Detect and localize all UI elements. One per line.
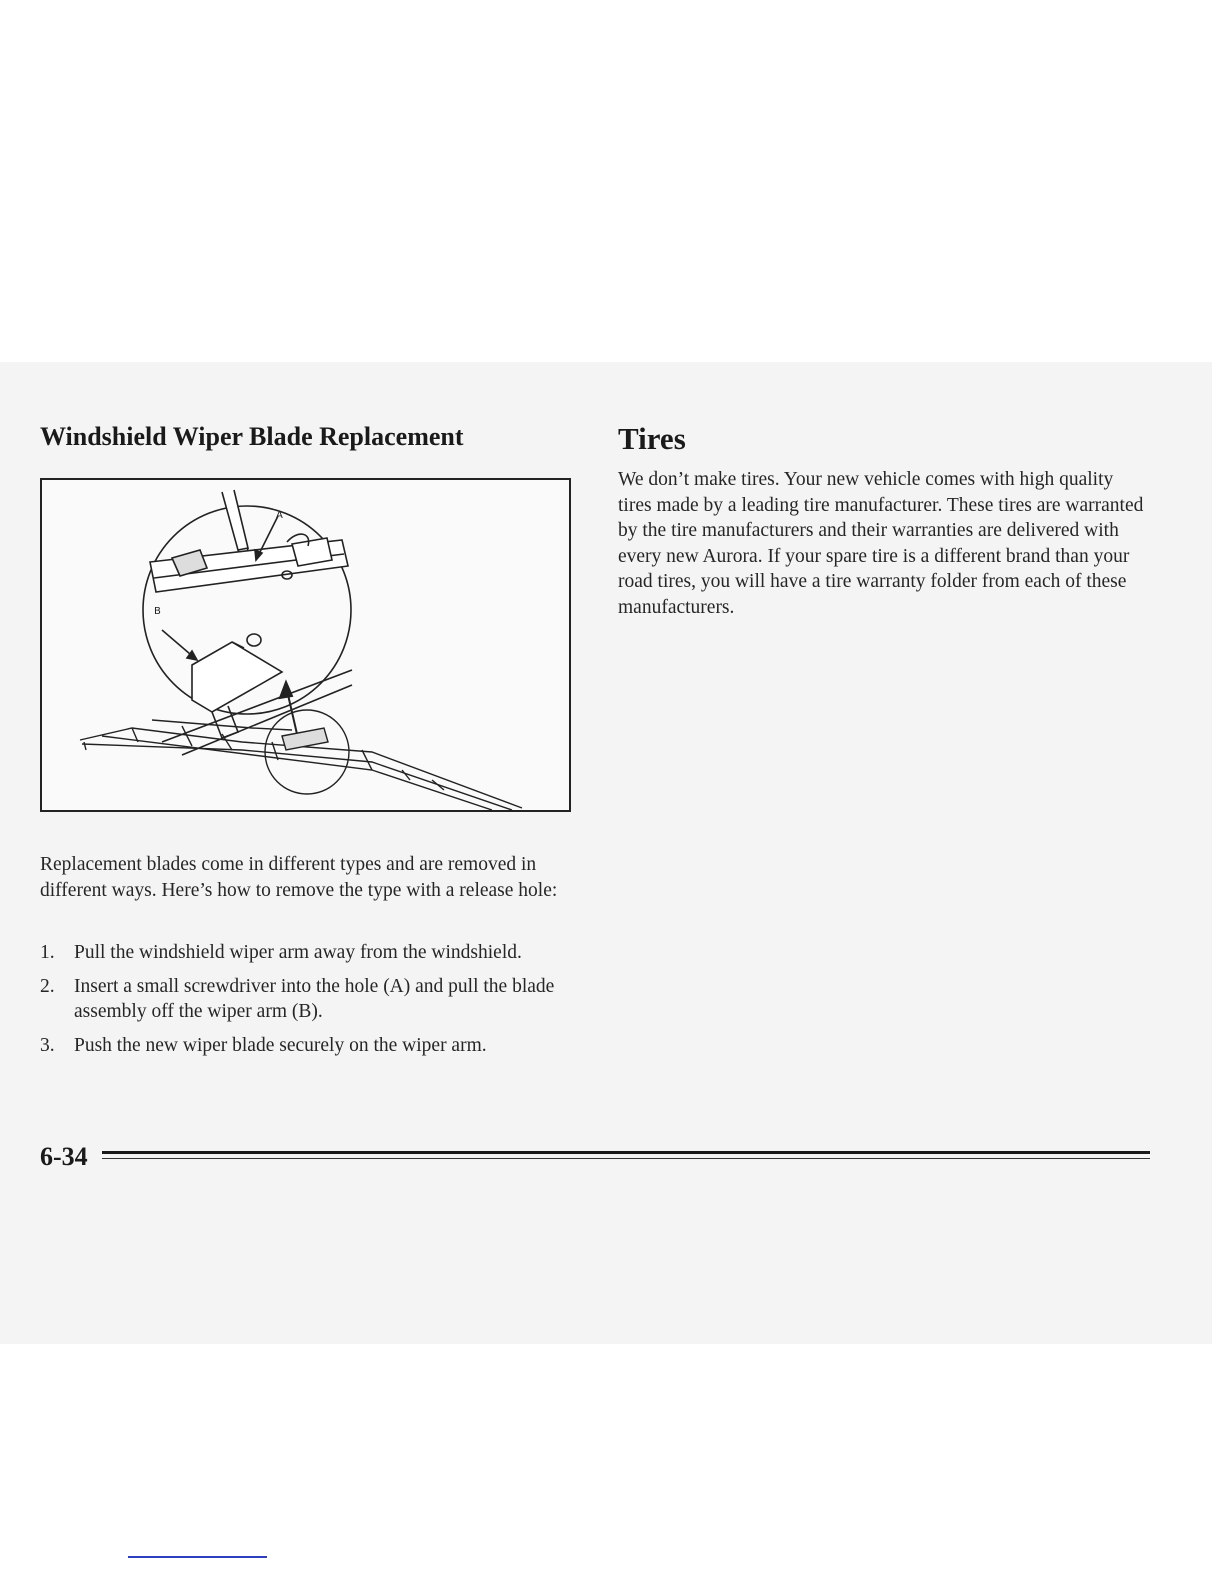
page-footer	[40, 1140, 1152, 1180]
page-number: 6-34	[40, 1142, 88, 1171]
step-text: Pull the windshield wiper arm away from the windshield.	[74, 942, 522, 963]
step-text: Insert a small screwdriver into the hole (A) and pull the blade assembly off the wiper arm (B).	[74, 975, 555, 1022]
wiper-blade-figure	[40, 478, 571, 812]
wiper-section	[40, 420, 575, 454]
footer-rule-thin	[102, 1158, 1150, 1159]
wiper-blade-full	[80, 710, 522, 810]
step-number: 2.	[40, 975, 55, 997]
label-a: A	[276, 510, 283, 521]
label-b: B	[154, 606, 161, 617]
step-number: 1.	[40, 942, 55, 963]
tires-section	[618, 420, 1153, 458]
list-item	[40, 974, 580, 1025]
step-number: 3.	[40, 1034, 55, 1056]
magnified-detail	[143, 490, 352, 755]
tires-heading: Tires	[618, 421, 686, 456]
wiper-heading: Windshield Wiper Blade Replacement	[40, 422, 464, 451]
list-item	[40, 1033, 580, 1059]
link-underline[interactable]	[128, 1556, 267, 1558]
wiper-intro-text: Replacement blades come in different types and are removed in different ways. Here’s how to remove the type with a release hole:	[40, 854, 558, 901]
step-text: Push the new wiper blade securely on the wiper arm.	[74, 1034, 487, 1056]
list-item	[40, 940, 580, 966]
tires-text: We don’t make tires. Your new vehicle comes with high quality tires made by a leading tire manufacturer. These tires are warranted by the tire manufacturers and their warranties are delivered with every new Aurora. If your spare tire is a different brand than your road tires, you will have a tire warranty folder from each of these manufacturers.	[618, 469, 1144, 618]
wiper-blade-illustration	[42, 480, 569, 810]
footer-rule	[102, 1151, 1150, 1154]
wiper-steps-list	[40, 940, 580, 1066]
